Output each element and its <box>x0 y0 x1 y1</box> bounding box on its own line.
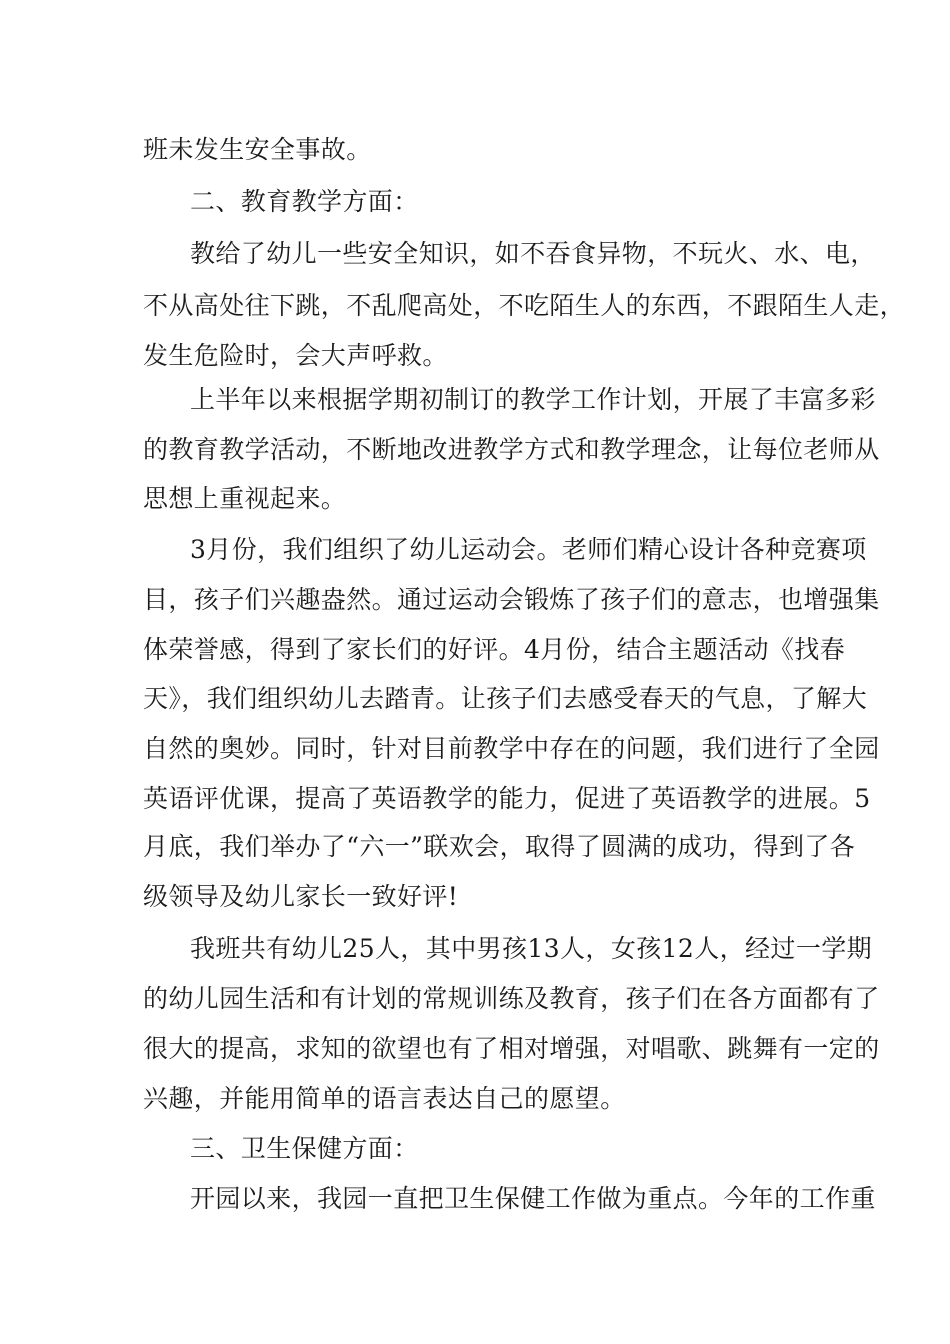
text-line: 月底，我们举办了“六一”联欢会，取得了圆满的成功，得到了各 <box>143 832 856 861</box>
text-line: 开园以来，我园一直把卫生保健工作做为重点。今年的工作重 <box>190 1184 876 1213</box>
text-line: 发生危险时，会大声呼救。 <box>143 341 448 370</box>
text-line: 天》，我们组织幼儿去踏青。让孩子们去感受春天的气息，了解大 <box>143 684 868 713</box>
text-line: 思想上重视起来。 <box>143 484 347 513</box>
text-line: 自然的奥妙。同时，针对目前教学中存在的问题，我们进行了全园 <box>143 734 880 763</box>
text-line: 体荣誉感，得到了家长们的好评。4月份，结合主题活动《找春 <box>143 635 846 664</box>
text-line: 班未发生安全事故。 <box>143 135 372 164</box>
text-line: 我班共有幼儿25人，其中男孩13人，女孩12人，经过一学期 <box>190 934 873 963</box>
text-line: 上半年以来根据学期初制订的教学工作计划，开展了丰富多彩 <box>190 385 876 414</box>
section-heading: 二、教育教学方面： <box>190 187 419 216</box>
section-heading: 三、卫生保健方面： <box>190 1134 419 1163</box>
text-line: 目，孩子们兴趣盎然。通过运动会锻炼了孩子们的意志，也增强集 <box>143 585 880 614</box>
text-line: 教给了幼儿一些安全知识，如不吞食异物，不玩火、水、电， <box>190 239 876 268</box>
text-line: 3月份，我们组织了幼儿运动会。老师们精心设计各种竞赛项 <box>190 535 867 564</box>
text-line: 的幼儿园生活和有计划的常规训练及教育，孩子们在各方面都有了 <box>143 984 880 1013</box>
text-line: 很大的提高，求知的欲望也有了相对增强，对唱歌、跳舞有一定的 <box>143 1034 880 1063</box>
text-line: 不从高处往下跳，不乱爬高处，不吃陌生人的东西，不跟陌生人走， <box>143 291 906 320</box>
text-line: 兴趣，并能用简单的语言表达自己的愿望。 <box>143 1084 626 1113</box>
text-line: 英语评优课，提高了英语教学的能力，促进了英语教学的进展。5 <box>143 784 871 813</box>
text-line: 的教育教学活动，不断地改进教学方式和教学理念，让每位老师从 <box>143 435 880 464</box>
text-line: 级领导及幼儿家长一致好评! <box>143 882 459 911</box>
